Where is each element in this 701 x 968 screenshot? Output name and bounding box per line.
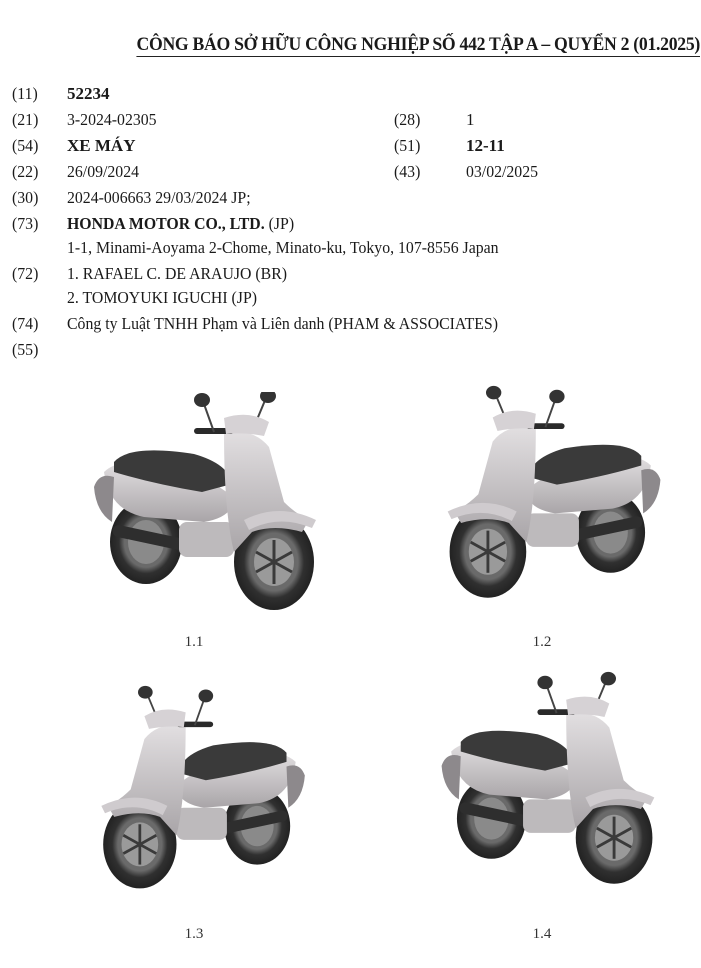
owner-address: 1-1, Minami-Aoyama 2-Chome, Minato-ku, Tokyo, 107-8556 Japan xyxy=(67,238,499,257)
motorcycle-image xyxy=(432,670,662,900)
inventor-1: 1. RAFAEL C. DE ARAUJO (BR) xyxy=(67,264,288,283)
owner xyxy=(67,214,294,234)
motorcycle-image xyxy=(84,392,324,622)
field-code: (54) xyxy=(12,136,39,155)
field-code: (73) xyxy=(12,214,39,233)
locarno-class: 12-11 xyxy=(466,136,505,155)
design-view-1-2 xyxy=(440,384,670,614)
field-code: (28) xyxy=(394,110,421,129)
figure-caption: 1.4 xyxy=(532,926,552,942)
registration-number: 52234 xyxy=(67,84,110,103)
owner-country: (JP) xyxy=(264,214,295,233)
gazette-title: CÔNG BÁO SỞ HỮU CÔNG NGHIỆP SỐ 442 TẬP A – QUYỂN 2 (01.2025) xyxy=(136,34,700,55)
priority-data: 2024-006663 29/03/2024 JP; xyxy=(67,188,251,207)
design-view-1-4 xyxy=(432,670,662,900)
motorcycle-image xyxy=(94,684,314,904)
field-code: (43) xyxy=(394,162,421,181)
design-title: XE MÁY xyxy=(67,136,136,155)
gazette-header xyxy=(82,34,700,56)
field-code: (55) xyxy=(12,340,39,359)
agent: Công ty Luật TNHH Phạm và Liên danh (PHAM & ASSOCIATES) xyxy=(67,314,498,333)
field-code: (30) xyxy=(12,188,39,207)
filing-date: 26/09/2024 xyxy=(67,162,140,181)
field-code: (74) xyxy=(12,314,39,333)
design-count: 1 xyxy=(466,110,475,129)
inventor-2: 2. TOMOYUKI IGUCHI (JP) xyxy=(67,288,258,307)
publication-date: 03/02/2025 xyxy=(466,162,539,181)
design-view-1-1 xyxy=(84,392,324,622)
field-code: (11) xyxy=(12,84,38,103)
application-number: 3-2024-02305 xyxy=(67,110,157,129)
figure-caption: 1.2 xyxy=(532,634,552,650)
field-code: (51) xyxy=(394,136,421,155)
owner-name: HONDA MOTOR CO., LTD. xyxy=(67,214,265,233)
field-code: (21) xyxy=(12,110,39,129)
design-view-1-3 xyxy=(94,684,314,904)
field-code: (72) xyxy=(12,264,39,283)
figure-caption: 1.1 xyxy=(184,634,204,650)
motorcycle-image xyxy=(440,384,670,614)
figure-caption: 1.3 xyxy=(184,926,204,942)
field-code: (22) xyxy=(12,162,39,181)
